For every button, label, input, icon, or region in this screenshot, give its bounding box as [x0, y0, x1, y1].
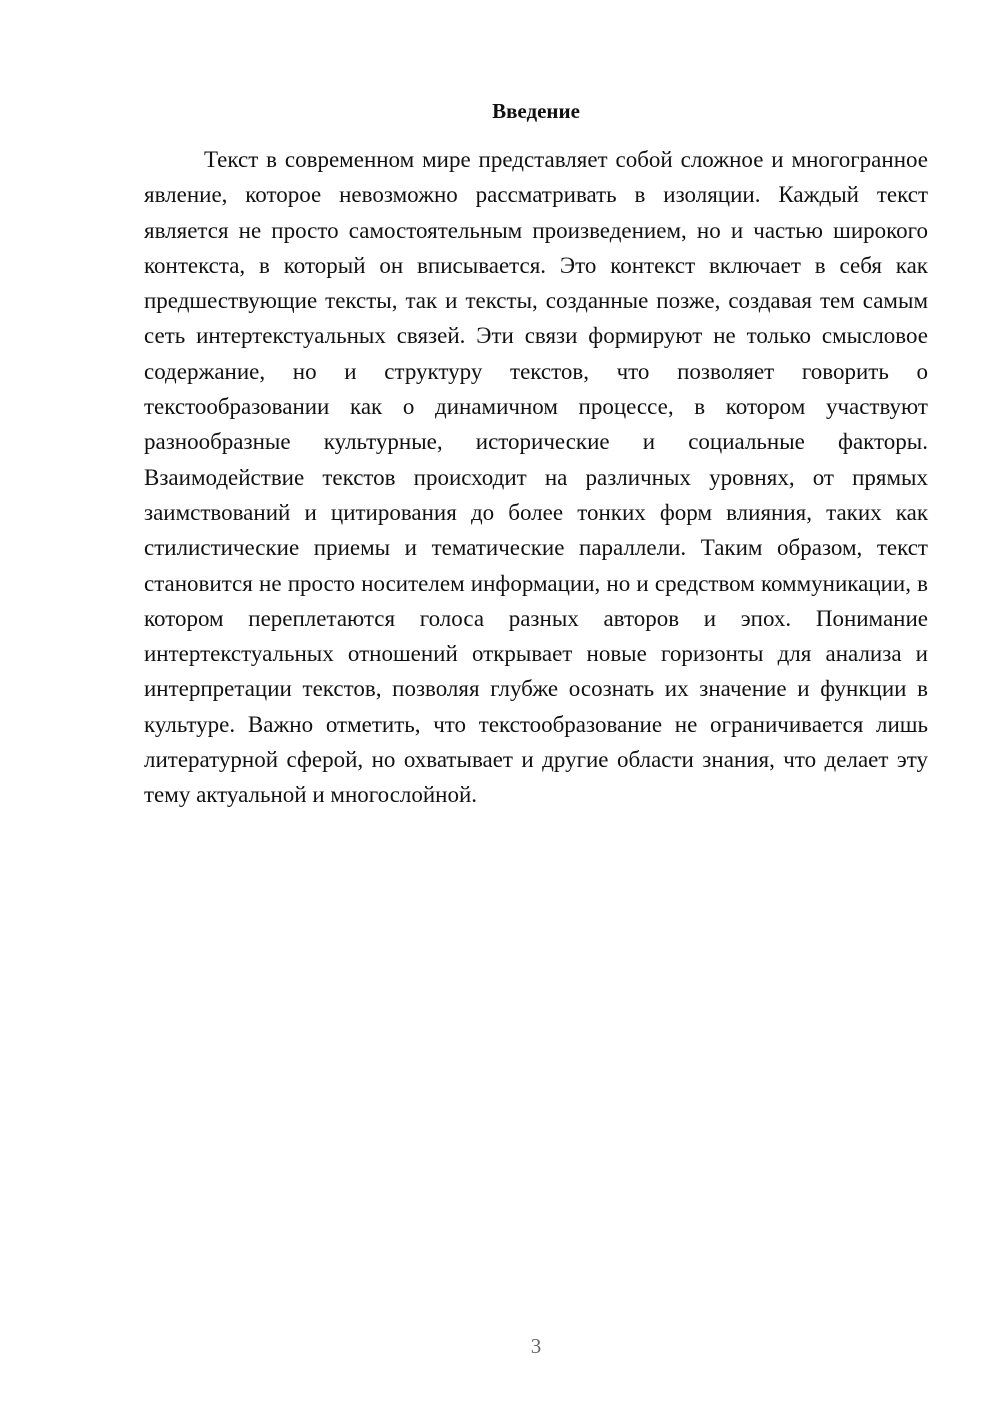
body-paragraph: Текст в современном мире представляет собой сложное и многогранное явление, которое невозможно рассматривать в изоляции. Каждый текст является не просто самостоятельным произведением, но и частью широкого контекста, в который он вписывается. Это контекст включает в себя как предшествующие тексты, так и тексты, созданные позже, создавая тем самым сеть интертекстуальных связей. Эти связи формируют не только смысловое содержание, но и структуру текстов, что позволяет говорить о текстообразовании как о динамичном процессе, в котором участвуют разнообразные культурные, исторические и социальные факторы. Взаимодействие текстов происходит на различных уровнях, от прямых заимствований и цитирования до более тонких форм влияния, таких как стилистические приемы и тематические параллели. Таким образом, текст становится не просто носителем информации, но и средством коммуникации, в котором переплетаются голоса разных авторов и эпох. Понимание интертекстуальных отношений открывает новые горизонты для анализа и интерпретации текстов, позволяя глубже осознать их значение и функции в культуре. Важно отметить, что текстообразование не ограничивается лишь литературной сферой, но охватывает и другие области знания, что делает эту тему актуальной и многослойной. — [144, 147, 928, 808]
page-number: 3 — [530, 1334, 542, 1358]
section-heading: Введение — [492, 99, 580, 123]
